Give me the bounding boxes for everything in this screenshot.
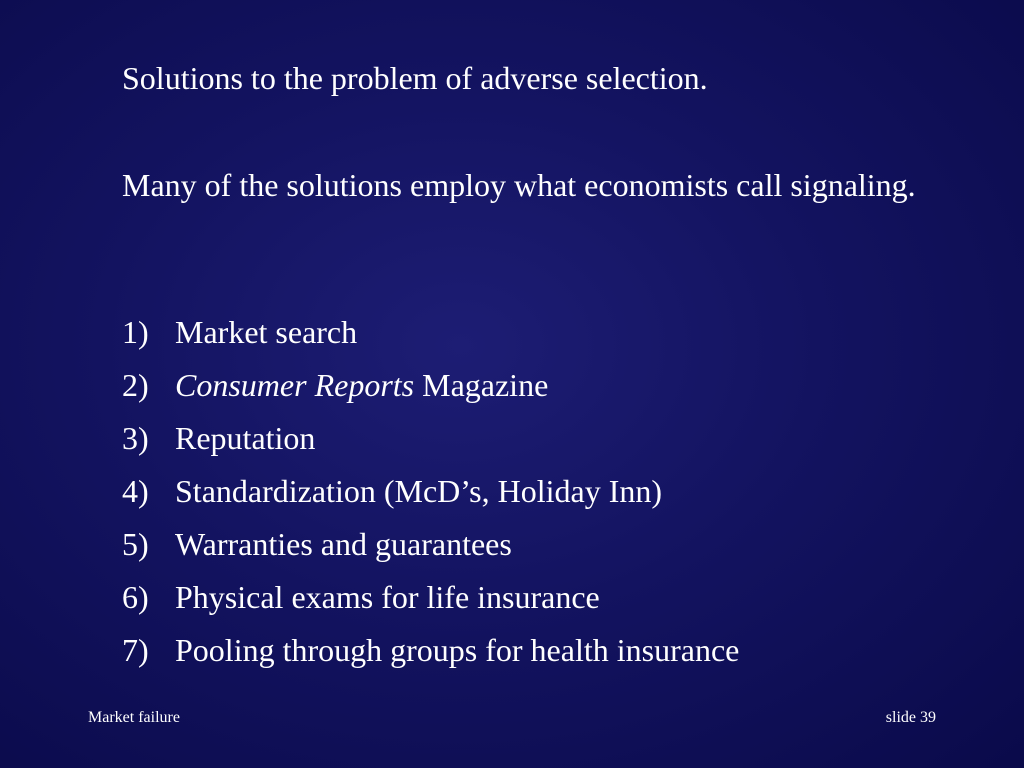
list-item — [122, 524, 739, 577]
signaling-paragraph: Many of the solutions employ what economists call signaling. — [122, 167, 916, 203]
slide-heading: Solutions to the problem of adverse selection. — [122, 60, 708, 96]
list-item-number: 4) — [122, 473, 149, 509]
list-item-number: 7) — [122, 632, 149, 668]
list-item-text: Physical exams for life insurance — [175, 579, 600, 615]
list-item-number: 3) — [122, 420, 149, 456]
list-item-number: 2) — [122, 367, 149, 403]
list-item — [122, 630, 739, 683]
solutions-list — [122, 312, 739, 683]
list-item — [122, 471, 739, 524]
list-item-number: 1) — [122, 314, 149, 350]
slide-number: slide 39 — [885, 709, 936, 726]
list-item — [122, 312, 739, 365]
list-item-italic-text: Consumer Reports — [175, 367, 415, 403]
list-item-text: Reputation — [175, 420, 316, 456]
footer-title: Market failure — [88, 709, 180, 726]
list-item-text: Magazine — [414, 367, 549, 403]
list-item-text: Pooling through groups for health insurance — [175, 632, 740, 668]
list-item-number: 5) — [122, 526, 149, 562]
list-item — [122, 418, 739, 471]
list-item — [122, 365, 739, 418]
list-item-number: 6) — [122, 579, 149, 615]
list-item-text: Market search — [175, 314, 358, 350]
list-item — [122, 577, 739, 630]
list-item-text: Warranties and guarantees — [175, 526, 512, 562]
list-item-text: Standardization (McD’s, Holiday Inn) — [175, 473, 662, 509]
